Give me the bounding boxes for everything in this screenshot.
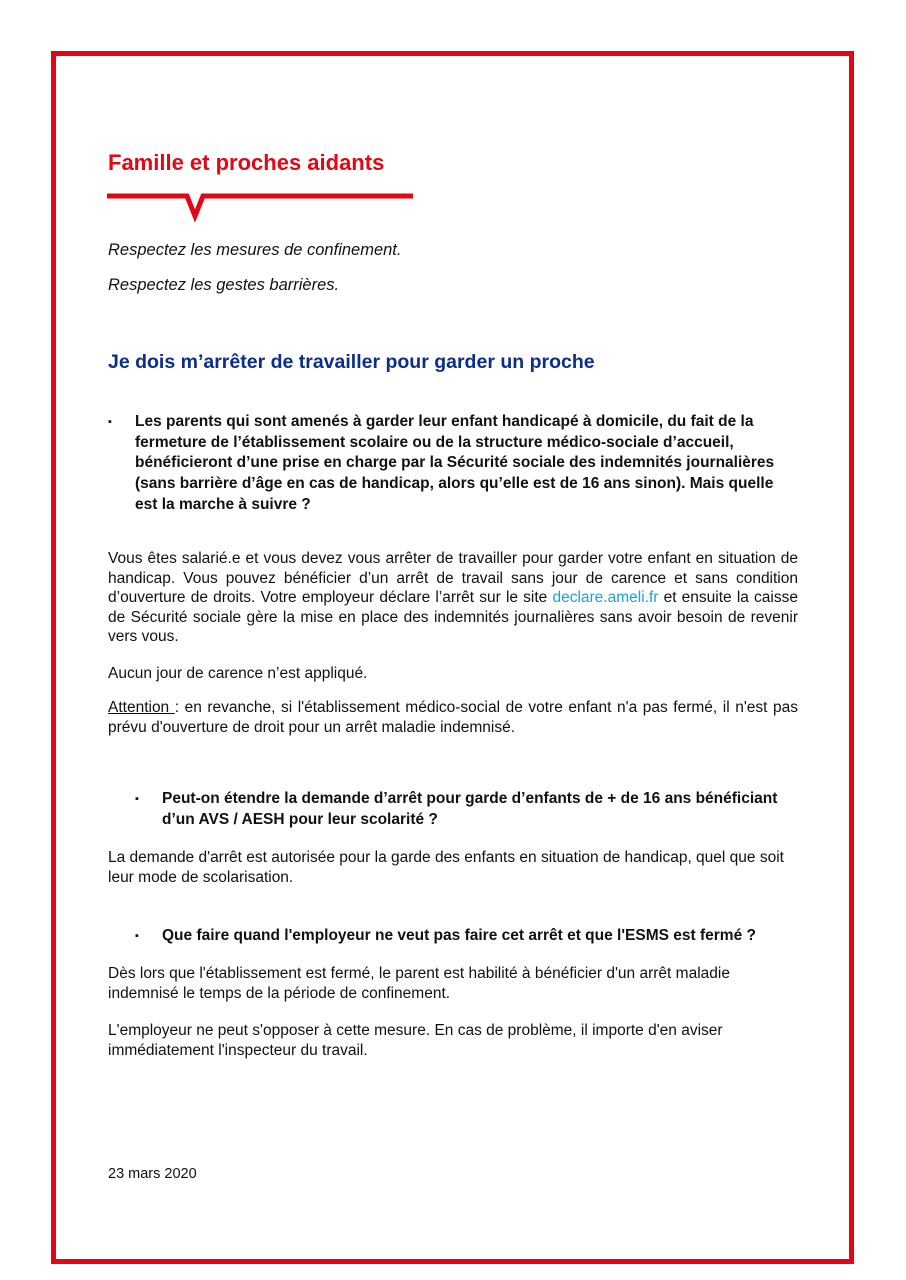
footer-date: 23 mars 2020 [108, 1166, 197, 1182]
section-title: Je dois m’arrêter de travailler pour garder un proche [108, 351, 595, 373]
bullet-question-1 [135, 789, 782, 830]
answer-2-paragraph-2: L'employeur ne peut s'opposer à cette mesure. En cas de problème, il importe d'en aviser immédiatement l'inspecteur du travail. [108, 1022, 723, 1059]
question-1-text: Peut-on étendre la demande d’arrêt pour garde d’enfants de + de 16 ans bénéficiant d’un AVS / AESH pour leur scolarité ? [162, 790, 778, 828]
answer-1: La demande d'arrêt est autorisée pour la garde des enfants en situation de handicap, quel que soit leur mode de scolarisation. [108, 849, 784, 886]
intro-line-confinement: Respectez les mesures de confinement. [108, 241, 402, 259]
intro-line-gestes: Respectez les gestes barrières. [108, 276, 340, 294]
attention-label: Attention [108, 699, 175, 716]
answer-2-paragraph-1: Dès lors que l'établissement est fermé, le parent est habilité à bénéficier d'un arrêt maladie indemnisé le temps de la période de confinement. [108, 965, 730, 1002]
bullet-icon: ▪ [135, 930, 139, 942]
paragraph-carence: Aucun jour de carence n’est appliqué. [108, 665, 368, 682]
title-underline [107, 190, 415, 222]
bullet-main [108, 412, 785, 516]
paragraph-salarie-text-2: et ensuite la caisse de Sécurité sociale gère la mise en place des indemnités journalières sans avoir besoin de revenir vers vous. [108, 589, 798, 646]
paragraph-salarie [108, 549, 798, 647]
bullet-icon: ▪ [135, 793, 139, 805]
bullet-icon: ▪ [108, 416, 112, 428]
attention-text: : en revanche, si l'établissement médico-social de votre enfant n'a pas fermé, il n'est pas prévu d'ouverture de droit pour un arrêt maladie indemnisé. [108, 699, 798, 736]
paragraph-salarie-text-1: Vous êtes salarié.e et vous devez vous arrêter de travailler pour garder votre enfant en situation de handicap. Vous pouvez bénéficier d’un arrêt de travail sans jour de carence et sans condition d’ouverture de droits. Votre employeur déclare l’arrêt sur le site [108, 550, 798, 607]
paragraph-attention [108, 698, 798, 737]
page-frame [51, 51, 854, 1264]
bullet-main-text: Les parents qui sont amenés à garder leur enfant handicapé à domicile, du fait de la fermeture de l’établissement scolaire ou de la structure médico-sociale d’accueil, bénéficieront d’une prise en charge par la Sécurité sociale des indemnités journalières (sans barrière d’âge en cas de handicap, alors qu’elle est de 16 ans sinon). Mais quelle est la marche à suivre ? [135, 413, 775, 513]
question-2-text: Que faire quand l'employeur ne veut pas faire cet arrêt et que l'ESMS est fermé ? [162, 927, 756, 944]
page-title: Famille et proches aidants [108, 150, 385, 175]
ameli-link[interactable]: declare.ameli.fr [552, 589, 659, 607]
bullet-question-2 [135, 926, 812, 947]
